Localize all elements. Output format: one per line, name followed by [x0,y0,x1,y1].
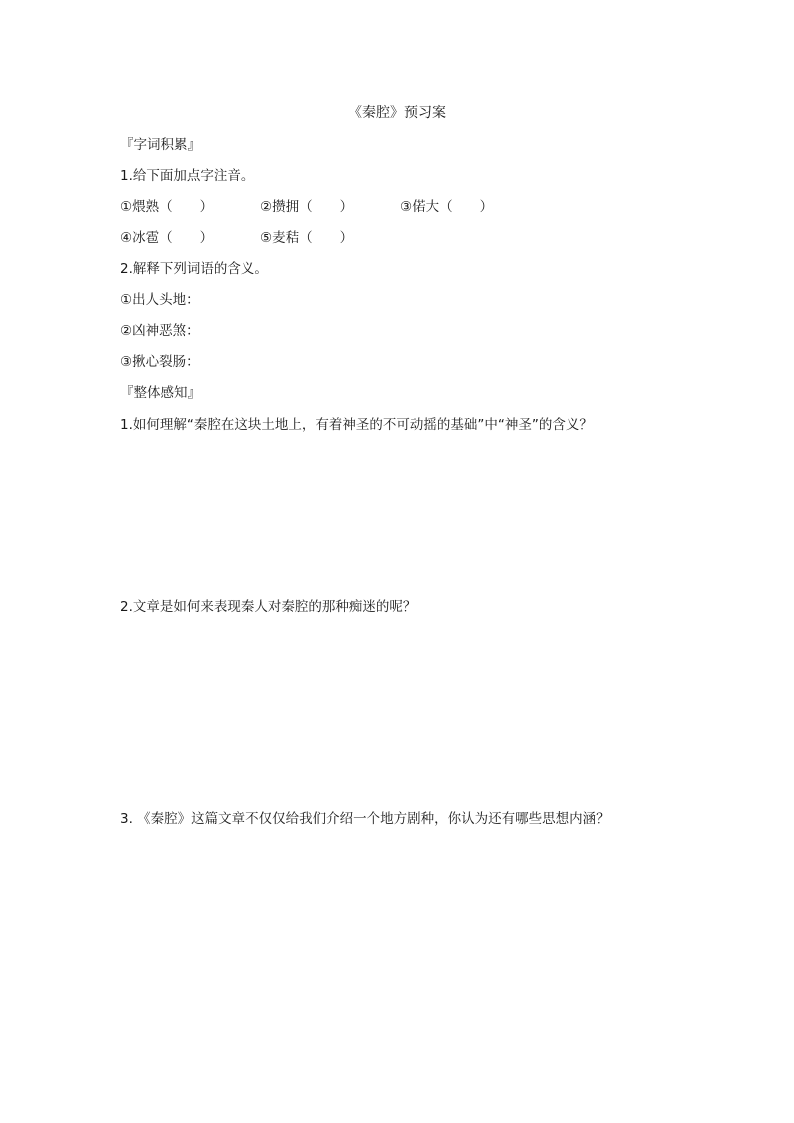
section-heading-comprehension: 『整体感知』 [120,385,201,401]
comprehension-question-1: 1.如何理解“秦腔在这块土地上，有着神圣的不可动摇的基础”中“神圣”的含义？ [120,417,593,433]
pinyin-item-4: ④冰雹（ ） [120,230,214,246]
question-meaning-prompt: 2.解释下列词语的含义。 [120,261,268,277]
comprehension-question-3: 3. 《秦腔》这篇文章不仅仅给我们介绍一个地方剧种，你认为还有哪些思想内涵？ [120,811,610,827]
question-pinyin-prompt: 1.给下面加点字注音。 [120,168,255,184]
pinyin-item-2: ②攒拥（ ） [260,199,354,215]
comprehension-question-2: 2.文章是如何来表现秦人对秦腔的那种痴迷的呢？ [120,599,417,615]
pinyin-item-1: ①煨熟（ ） [120,199,214,215]
section-heading-vocabulary: 『字词积累』 [120,137,201,153]
meaning-item-1: ①出人头地： [120,292,200,308]
meaning-item-2: ②凶神恶煞： [120,323,200,339]
pinyin-item-3: ③偌大（ ） [400,199,494,215]
pinyin-item-5: ⑤麦秸（ ） [260,230,354,246]
meaning-item-3: ③揪心裂肠： [120,354,200,370]
page-title: 《秦腔》预习案 [348,105,446,121]
